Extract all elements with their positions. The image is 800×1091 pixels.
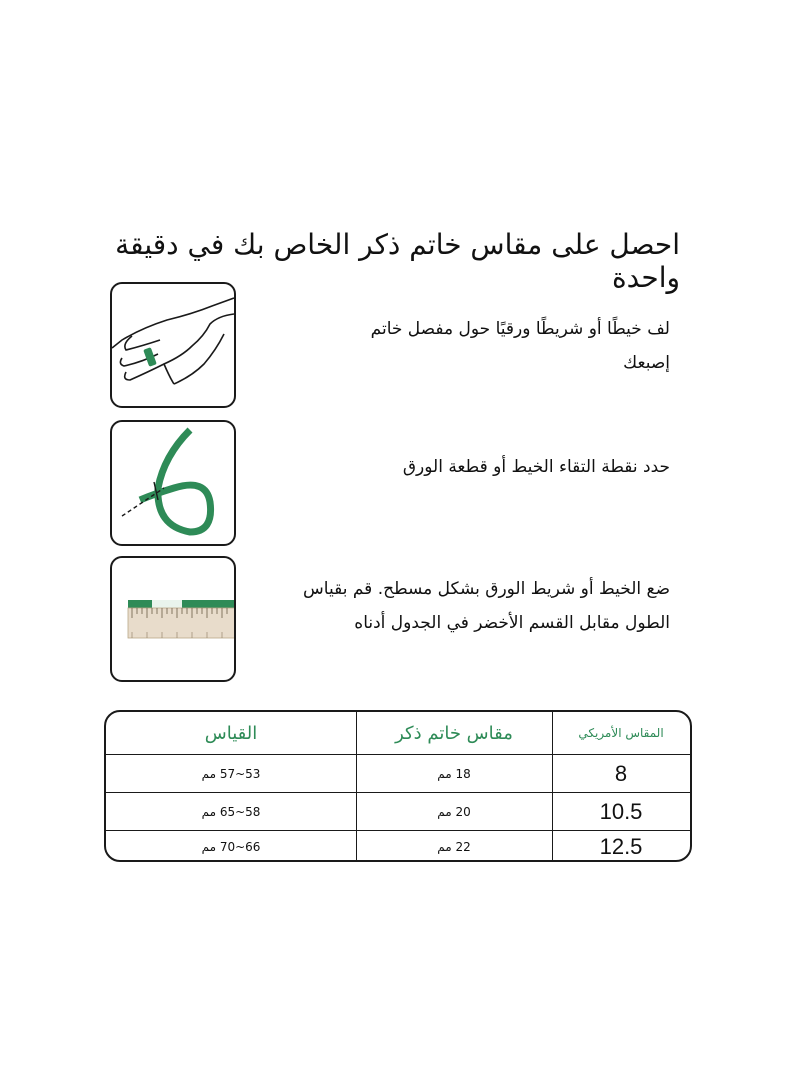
row-2-us-size: 10.5	[599, 799, 643, 824]
step-3	[110, 556, 670, 684]
header-us-size: المقاس الأمريكي	[578, 726, 664, 740]
step-1-text	[371, 312, 670, 380]
hand-ring-icon	[110, 282, 236, 408]
size-table	[104, 710, 692, 862]
table-row	[106, 792, 690, 831]
row-2-measure: 58~65 مم	[201, 805, 261, 819]
step-2-text	[403, 450, 670, 484]
ruler-icon	[110, 556, 236, 682]
row-1-measure: 53~57 مم	[201, 767, 261, 781]
step-3-line-1: ضع الخيط أو شريط الورق بشكل مسطح. قم بقياس	[303, 579, 670, 599]
table-header-row	[106, 712, 690, 754]
step-3-line-2: الطول مقابل القسم الأخضر في الجدول أدناه	[354, 613, 670, 633]
table-row	[106, 754, 690, 793]
step-2-line-1: حدد نقطة التقاء الخيط أو قطعة الورق	[402, 457, 670, 477]
row-3-measure: 66~70 مم	[201, 840, 261, 854]
page-title: احصل على مقاس خاتم ذكر الخاص بك في دقيقة واحدة	[115, 228, 680, 294]
header-measure: القياس	[204, 722, 258, 744]
table-row	[106, 830, 690, 862]
row-1-us-size: 8	[614, 761, 628, 786]
step-1-line-1: لف خيطًا أو شريطًا ورقيًا حول مفصل خاتم	[370, 319, 670, 339]
step-1-line-2: إصبعك	[623, 353, 670, 373]
row-3-us-size: 12.5	[599, 834, 643, 859]
step-3-text	[303, 572, 670, 640]
row-2-ring-size: 20 مم	[437, 805, 471, 819]
header-ring-size: مقاس خاتم ذكر	[395, 722, 513, 744]
loop-marking-icon	[110, 420, 236, 546]
step-2	[110, 420, 670, 548]
row-1-ring-size: 18 مم	[437, 767, 471, 781]
row-3-ring-size: 22 مم	[437, 840, 471, 854]
step-1	[110, 282, 670, 410]
